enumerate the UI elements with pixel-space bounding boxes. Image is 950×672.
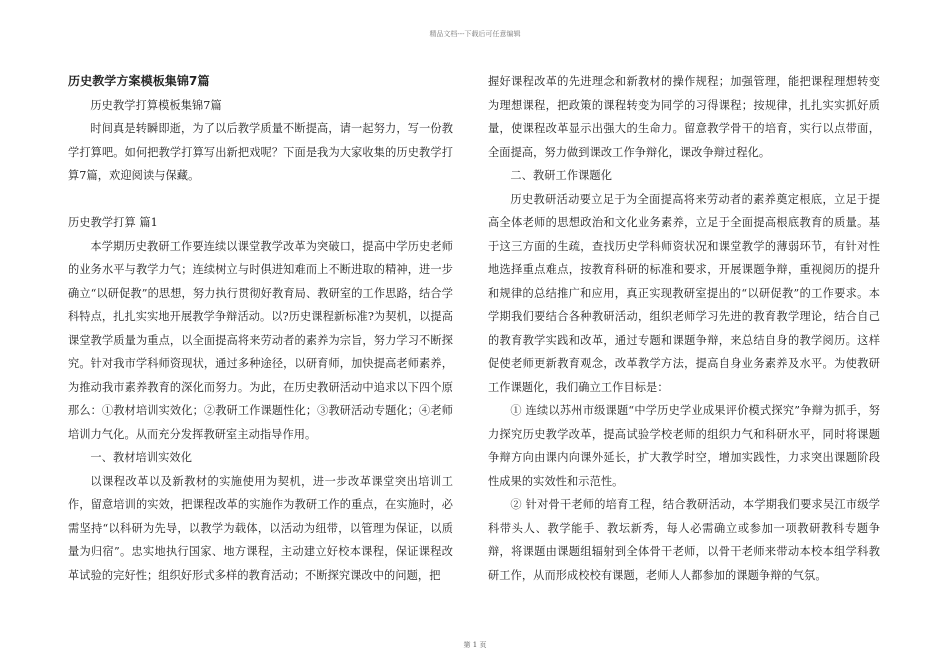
paragraph-5: ② 针对骨干老师的培育工程，结合教研活动，本学期我们要求吴江市级学科带头人、教学能手、教坛新秀，每人必需确立或参加一项教研教科专题争辩，将课题由课题组辐射到全体骨干老师，以骨干老师来带动本校本组学科教研工作，从而形成校校有课题，老师人人都参加的课题争辩的气氛。	[488, 498, 880, 582]
heading-research-topics: 二、教研工作课题化	[510, 169, 612, 182]
paragraph-continued: 握好课程改革的先进理念和新教材的操作规程；加强管理，能把课程理想转变为理想课程，把政策的课程转变为同学的习得课程；按规律，扎扎实实抓好质量，使课程改革显示出强大的生命力。留意教学骨干的培育，实行以点带面，全面提高，努力做到课改工作争辩化，课改争辩过程化。	[488, 75, 880, 159]
page-number: 第 1 页	[463, 641, 487, 649]
document-title: 历史教学方案模板集锦7篇	[68, 74, 210, 88]
heading-teaching-material: 一、教材培训实效化	[90, 451, 192, 464]
left-column	[68, 70, 453, 587]
section-title: 历史教学打算 篇1	[68, 216, 158, 229]
paragraph-4: ① 连续以苏州市级课题“中学历史学业成果评价模式探究”争辩为抓手，努力探究历史教学改革，提高试验学校老师的组织力气和科研水平，同时将课题争辩方向由课内向课外延长，扩大教学时空，增加实践性，力求突出课题阶段性成果的实效性和示范性。	[488, 404, 880, 488]
paragraph-2: 以课程改革以及新教材的实施使用为契机，进一步改革课堂突出培训工作，留意培训的实效，把课程改革的实施作为教研工作的重点，在实施时，必需坚持“以科研为先导，以教学为载体，以活动为纽带，以管理为保证，以质量为归宿”。忠实地执行国家、地方课程，主动建立好校本课程，保证课程改革试验的完好性；组织好形式多样的教育活动；不断探究课改中的问题，把	[68, 474, 453, 582]
paragraph-3: 历史教研活动要立足于为全面提高将来劳动者的素养奠定根底，立足于提高全体老师的思想政治和文化业务素养，立足于全面提高根底教育的质量。基于这三方面的生疏，查找历史学科师资状况和课堂教学的薄弱环节，有针对性地选择重点难点，按教育科研的标准和要求，开展课题争辩，重视阅历的提升和规律的总结推广和应用，真正实现教研室提出的“以研促教”的工作要求。本学期我们要结合各种教研活动，组织老师学习先进的教育教学理论，结合自己的教育教学实践和改革，通过专题和课题争辩，来总结自身的教学阅历。这样促使老师更新教育观念，改革教学方法，提高自身业务素养及水平。为使教研工作课题化，我们确立工作目标是：	[488, 192, 880, 394]
document-subtitle: 历史教学打算模板集锦7篇	[90, 98, 222, 112]
page-header: 精品文档---下载后可任意编辑	[429, 30, 521, 38]
paragraph-1: 本学期历史教研工作要连续以课堂教学改革为突破口，提高中学历史老师的业务水平与教学力气；连续树立与时俱进知难而上不断进取的精神，进一步确立“以研促教”的思想，努力执行贯彻好教育局、教研室的工作思路，结合学科特点，扎扎实实地开展教学争辩活动。以?历史课程新标准?为契机，以提高课堂教学质量为重点，以全面提高将来劳动者的素养为宗旨，努力学习不断探究。针对我市学科师资现状，通过多种途径，以研育师，加快提高老师素养，为推动我市素养教育的深化而努力。为此，在历史教研活动中追求以下四个原那么：①教材培训实效化；②教研工作课题性化；③教研活动专题化；④老师培训力气化。从而充分发挥教研室主动指导作用。	[68, 239, 453, 441]
blank-line	[68, 188, 453, 212]
right-column	[488, 70, 880, 587]
intro-paragraph: 时间真是转瞬即逝，为了以后教学质量不断提高，请一起努力，写一份教学打算吧。如何把教学打算写出新把戏呢？下面是我为大家收集的历史教学打算7篇，欢迎阅读与保藏。	[68, 122, 453, 182]
